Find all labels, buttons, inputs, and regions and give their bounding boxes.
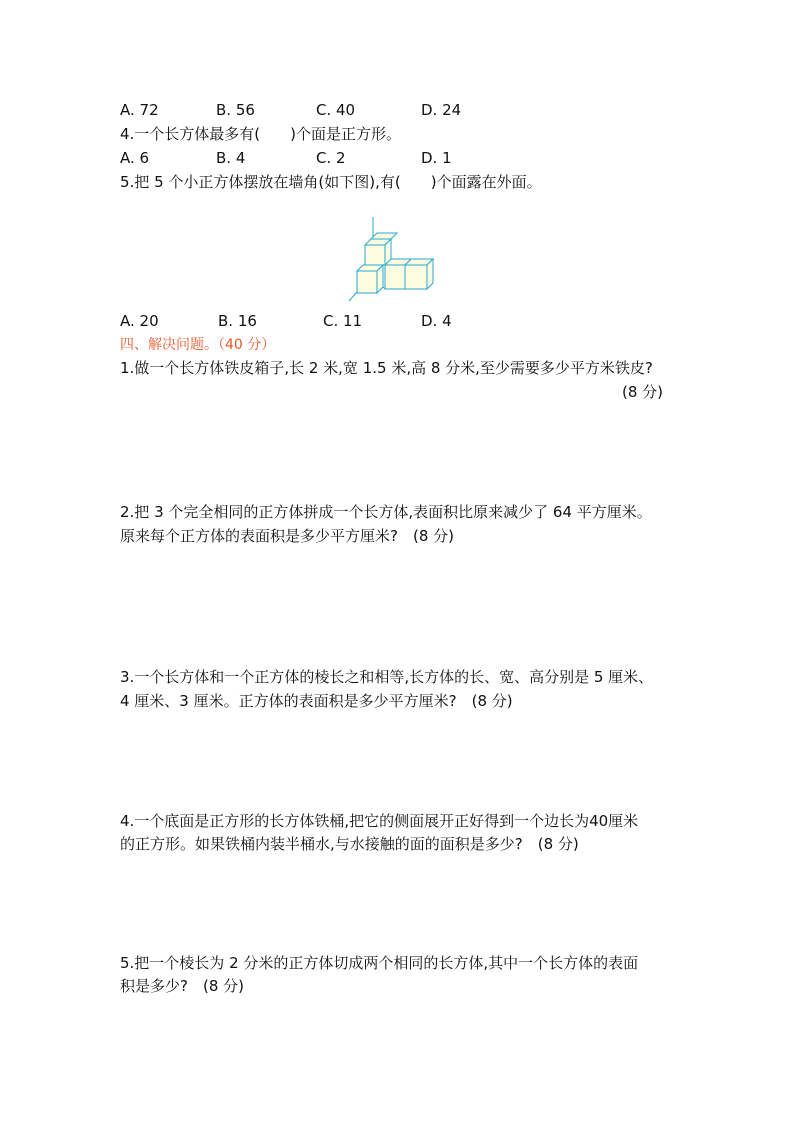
problem-5-line-2: 积是多少? (8 分) [120,977,244,995]
q5-option-b: B. 16 [218,312,257,330]
q4-option-d: D. 1 [421,149,452,167]
q5-option-a: A. 20 [120,312,159,330]
q5-option-d: D. 4 [421,312,452,330]
section-title: 四、解决问题。（40 分） [120,337,276,353]
problem-3-line-2: 4 厘米、3 厘米。正方体的表面积是多少平方厘米? (8 分) [120,692,513,710]
q3-option-d: D. 24 [421,101,462,119]
cubes-corner-figure [345,215,445,305]
problem-4-line-2: 的正方形。如果铁桶内装半桶水,与水接触的面的面积是多少? (8 分) [120,835,579,853]
q3-options [120,100,520,120]
problem-2-line-2: 原来每个正方体的表面积是多少平方厘米? (8 分) [120,527,454,545]
q5-option-c: C. 11 [323,312,363,330]
q4-option-c: C. 2 [316,149,346,167]
q5-text: 5.把 5 个小正方体摆放在墙角(如下图),有( )个面露在外面。 [120,173,542,191]
q4-text: 4.一个长方体最多有( )个面是正方形。 [120,125,402,143]
q5-options [120,311,520,331]
q3-option-b: B. 56 [216,101,255,119]
q3-option-a: A. 72 [120,101,159,119]
q4-options [120,148,520,168]
q4-option-a: A. 6 [120,149,150,167]
problem-1-text: 1.做一个长方体铁皮箱子,长 2 米,宽 1.5 米,高 8 分米,至少需要多少平方米铁皮? [120,359,653,377]
q3-option-c: C. 40 [316,101,356,119]
problem-2-line-1: 2.把 3 个完全相同的正方体拼成一个长方体,表面积比原来减少了 64 平方厘米。 [120,503,652,521]
problem-4-line-1: 4.一个底面是正方形的长方体铁桶,把它的侧面展开正好得到一个边长为40厘米 [120,812,639,830]
q4-option-b: B. 4 [216,149,246,167]
problem-1-score: (8 分) [622,383,664,401]
problem-3-line-1: 3.一个长方体和一个正方体的棱长之和相等,长方体的长、宽、高分别是 5 厘米、 [120,668,654,686]
problem-5-line-1: 5.把一个棱长为 2 分米的正方体切成两个相同的长方体,其中一个长方体的表面 [120,954,639,972]
